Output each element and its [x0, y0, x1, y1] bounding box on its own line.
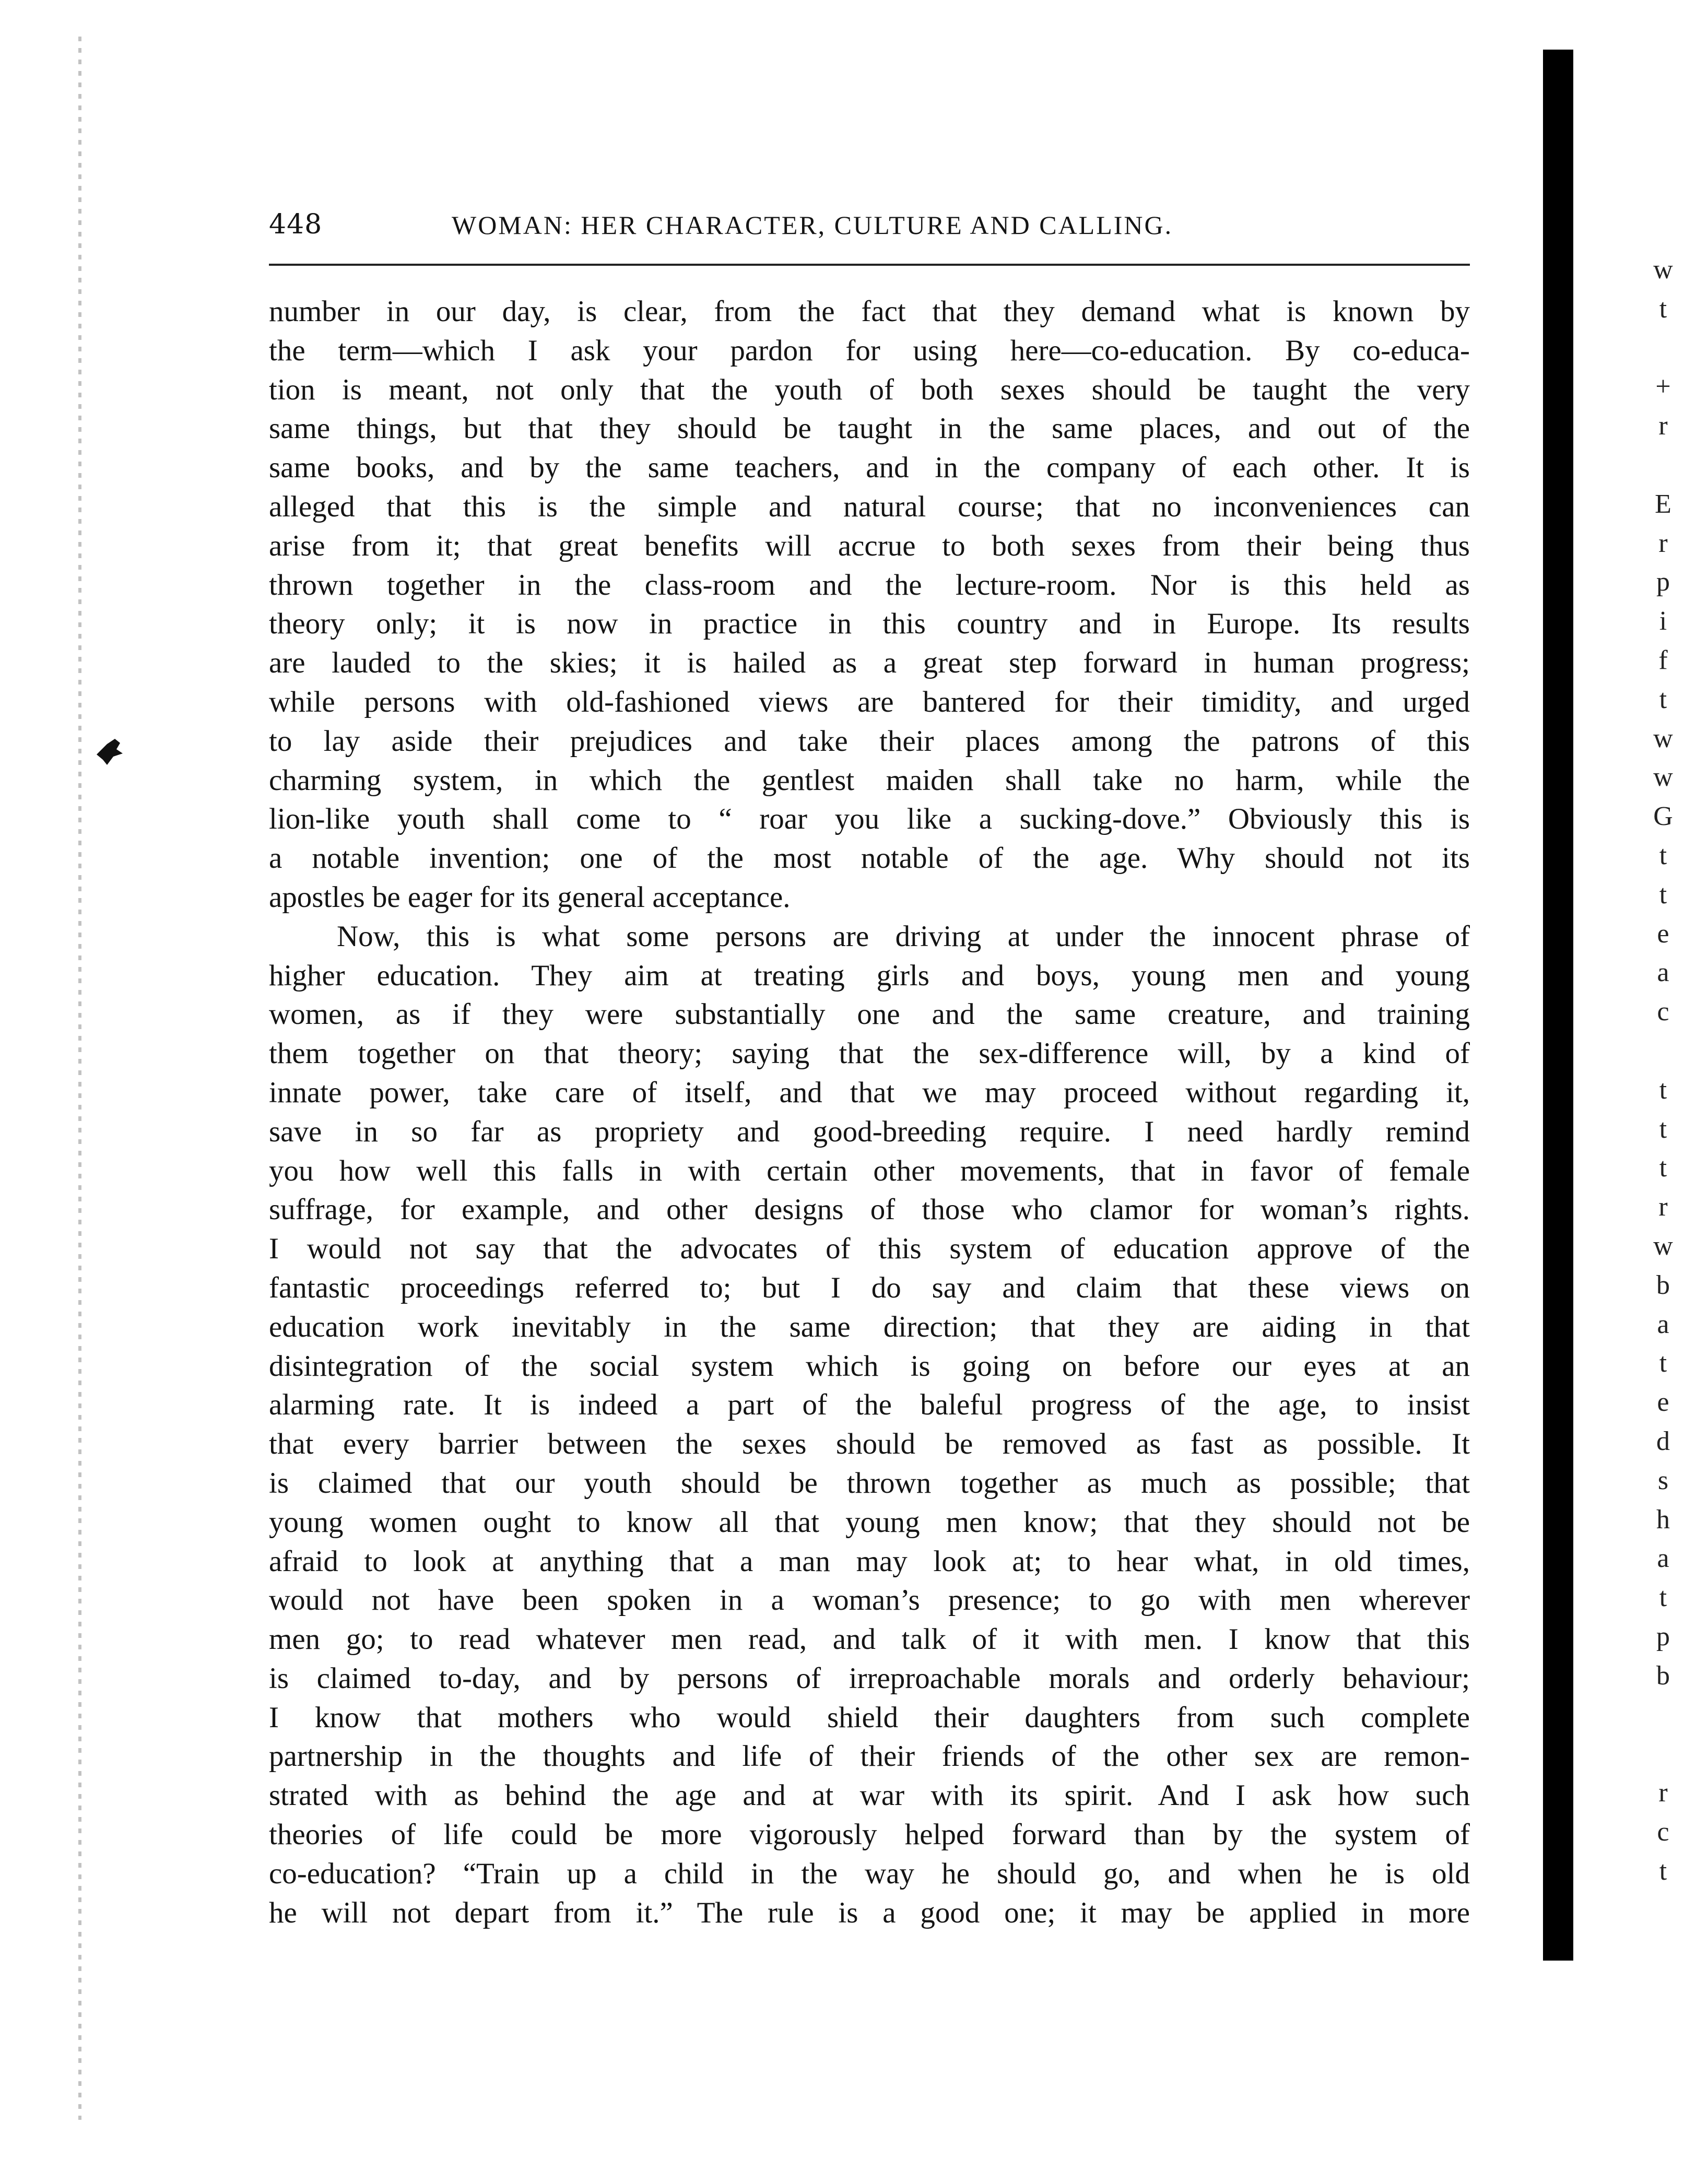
margin-glyph: p — [1656, 567, 1670, 597]
text-line: are lauded to the skies; it is hailed as a great step forward in human progress; — [269, 646, 1470, 680]
text-line: young women ought to know all that young men know; that they should not be — [269, 1505, 1470, 1539]
margin-glyph: c — [1657, 1816, 1669, 1847]
text-line: co-education? “Train up a child in the way he should go, and when he is old — [269, 1857, 1470, 1890]
margin-glyph: f — [1658, 645, 1668, 675]
margin-glyph: t — [1659, 293, 1667, 324]
margin-glyph: b — [1656, 1660, 1670, 1691]
margin-glyph: t — [1659, 879, 1667, 910]
text-line: same books, and by the same teachers, and in the company of each other. It is — [269, 451, 1470, 485]
text-line: apostles be eager for its general acceptance. — [269, 880, 791, 914]
text-line: disintegration of the social system which is going on before our eyes at an — [269, 1349, 1470, 1383]
text-line: higher education. They aim at treating girls and boys, young men and young — [269, 959, 1470, 992]
text-line: while persons with old-fashioned views are bantered for their timidity, and urged — [269, 685, 1470, 718]
text-line: strated with as behind the age and at war with its spirit. And I ask how such — [269, 1779, 1470, 1812]
margin-glyph: r — [1658, 411, 1668, 441]
header-rule — [269, 264, 1470, 266]
margin-glyph: c — [1657, 997, 1669, 1027]
next-page-margin-letters — [1645, 251, 1681, 1891]
margin-glyph: t — [1659, 1114, 1667, 1144]
margin-glyph: i — [1659, 606, 1667, 636]
margin-glyph — [1645, 1032, 1681, 1071]
margin-glyph — [1645, 1735, 1681, 1774]
text-line: you how well this falls in with certain other movements, that in favor of female — [269, 1154, 1470, 1187]
text-line: that every barrier between the sexes should be removed as fast as possible. It — [269, 1427, 1470, 1461]
margin-glyph: a — [1657, 1309, 1669, 1339]
margin-glyph: e — [1657, 1387, 1669, 1418]
page-number: 448 — [269, 209, 323, 240]
margin-glyph: t — [1659, 684, 1667, 714]
margin-glyph: a — [1657, 1543, 1669, 1574]
margin-glyph: a — [1657, 958, 1669, 988]
text-line: a notable invention; one of the most notable of the age. Why should not its — [269, 842, 1470, 875]
text-line: alarming rate. It is indeed a part of the baleful progress of the age, to insist — [269, 1388, 1470, 1422]
text-line: theories of life could be more vigorously helped forward than by the system of — [269, 1818, 1470, 1851]
text-line: theory only; it is now in practice in this country and in Europe. Its results — [269, 607, 1470, 641]
text-line: innate power, take care of itself, and that we may proceed without regarding it, — [269, 1076, 1470, 1109]
margin-glyph: + — [1655, 372, 1671, 402]
text-line: education work inevitably in the same direction; that they are aiding in that — [269, 1310, 1470, 1343]
margin-glyph — [1645, 446, 1681, 485]
margin-glyph: w — [1653, 723, 1673, 753]
margin-glyph — [1645, 329, 1681, 368]
margin-glyph: t — [1659, 1153, 1667, 1183]
margin-glyph: e — [1657, 918, 1669, 949]
ink-blot-icon — [91, 734, 128, 770]
paragraph-2 — [269, 917, 1470, 1933]
margin-glyph: r — [1658, 1778, 1668, 1808]
margin-glyph: t — [1659, 1583, 1667, 1613]
text-line: suffrage, for example, and other designs of those who clamor for woman’s rights. — [269, 1193, 1470, 1226]
margin-glyph: r — [1658, 528, 1668, 558]
text-line: would not have been spoken in a woman’s presence; to go with men wherever — [269, 1584, 1470, 1617]
text-line: arise from it; that great benefits will accrue to both sexes from their being thus — [269, 529, 1470, 562]
text-line: save in so far as propriety and good-breeding require. I need hardly remind — [269, 1115, 1470, 1148]
text-line: I know that mothers who would shield their daughters from such complete — [269, 1701, 1470, 1734]
margin-glyph: h — [1656, 1504, 1670, 1535]
margin-glyph: G — [1653, 801, 1673, 832]
text-line: partnership in the thoughts and life of their friends of the other sex are remon- — [269, 1740, 1470, 1773]
margin-glyph: b — [1656, 1270, 1670, 1300]
text-line: alleged that this is the simple and natural course; that no inconveniences can — [269, 490, 1470, 523]
text-line: to lay aside their prejudices and take their places among the patrons of this — [269, 724, 1470, 758]
text-line: them together on that theory; saying that the sex-difference will, by a kind of — [269, 1037, 1470, 1070]
text-line: Now, this is what some persons are driving at under the innocent phrase of — [337, 919, 1470, 953]
margin-glyph: t — [1659, 1348, 1667, 1378]
margin-glyph: p — [1656, 1621, 1670, 1651]
running-header — [269, 209, 1470, 251]
text-line: charming system, in which the gentlest maiden shall take no harm, while the — [269, 763, 1470, 797]
margin-glyph — [1645, 1695, 1681, 1735]
paragraph-1 — [269, 292, 1470, 917]
margin-glyph: s — [1657, 1465, 1669, 1495]
text-line: number in our day, is clear, from the fact that they demand what is known by — [269, 295, 1470, 328]
margin-glyph: t — [1659, 1856, 1667, 1886]
text-line: thrown together in the class-room and the lecture-room. Nor is this held as — [269, 568, 1470, 601]
text-line: is claimed that our youth should be thrown together as much as possible; that — [269, 1466, 1470, 1500]
text-line: fantastic proceedings referred to; but I do say and claim that these views on — [269, 1271, 1470, 1304]
margin-glyph: d — [1656, 1426, 1670, 1456]
margin-glyph: r — [1658, 1192, 1668, 1222]
margin-glyph: w — [1653, 255, 1673, 285]
text-line: men go; to read whatever men read, and talk of it with men. I know that this — [269, 1623, 1470, 1656]
text-line: lion-like youth shall come to “ roar you like a sucking-dove.” Obviously this is — [269, 803, 1470, 836]
body-text — [269, 292, 1470, 1932]
binding-edge-marks — [78, 37, 81, 2120]
text-line: the term—which I ask your pardon for using here—co-education. By co-educa- — [269, 334, 1470, 367]
margin-glyph: t — [1659, 840, 1667, 870]
text-line: afraid to look at anything that a man may look at; to hear what, in old times, — [269, 1544, 1470, 1578]
text-line: tion is meant, not only that the youth of both sexes should be taught the very — [269, 373, 1470, 406]
text-line: he will not depart from it.” The rule is a good one; it may be applied in more — [269, 1896, 1470, 1929]
margin-glyph: w — [1653, 762, 1673, 793]
page-gutter-shadow — [1543, 50, 1573, 1961]
text-line: is claimed to-day, and by persons of irreproachable morals and orderly behaviour; — [269, 1661, 1470, 1695]
text-line: I would not say that the advocates of this system of education approve of the — [269, 1232, 1470, 1266]
margin-glyph: t — [1659, 1075, 1667, 1105]
text-line: same things, but that they should be taught in the same places, and out of the — [269, 412, 1470, 445]
text-line: women, as if they were substantially one and the same creature, and training — [269, 998, 1470, 1031]
margin-glyph: E — [1655, 489, 1671, 519]
running-title: WOMAN: HER CHARACTER, CULTURE AND CALLING. — [452, 210, 1173, 240]
margin-glyph: w — [1653, 1231, 1673, 1261]
